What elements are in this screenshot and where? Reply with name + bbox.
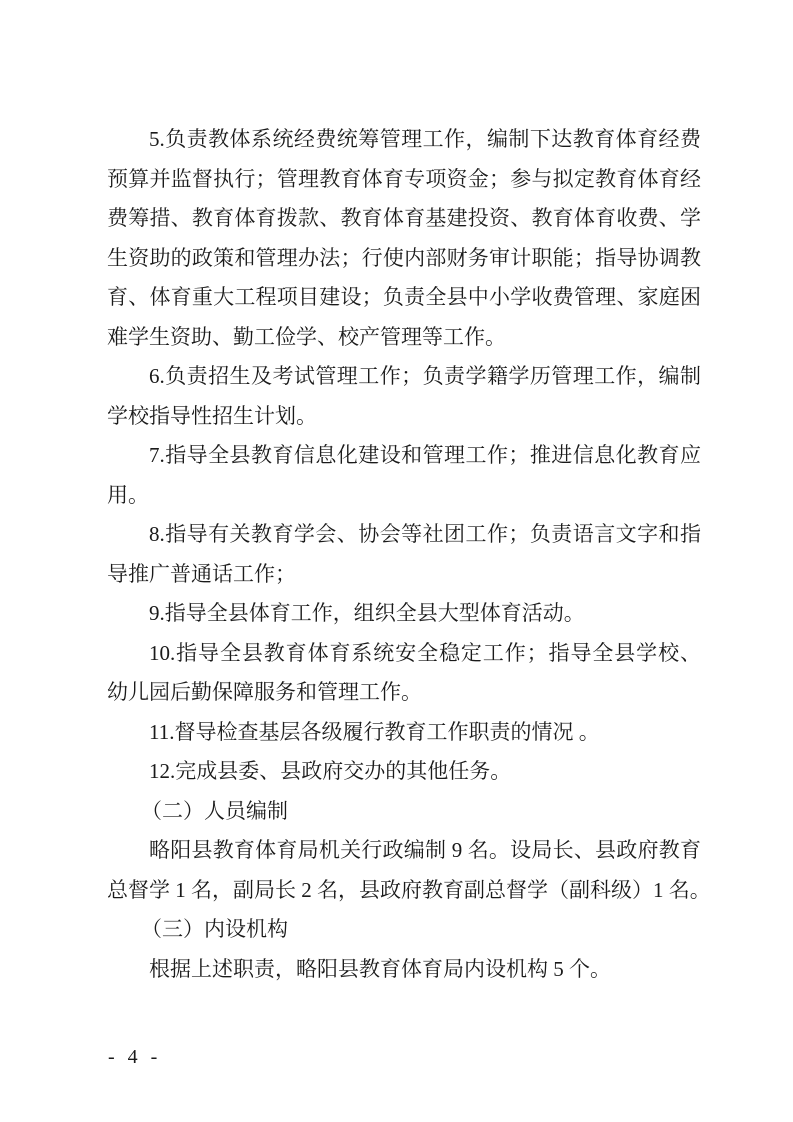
paragraph (107, 752, 701, 792)
paragraph (107, 357, 701, 436)
text-line: 育、体育重大工程项目建设；负责全县中小学收费管理、家庭困 (107, 285, 701, 309)
paragraph (107, 634, 701, 713)
section-heading (107, 792, 701, 832)
paragraph (107, 713, 701, 753)
text-line: 导推广普通话工作； (107, 561, 296, 586)
text-line: 略阳县教育体育局机关行政编制 9 名。设局长、县政府教育 (149, 838, 701, 862)
page-number: - 4 - (108, 1046, 162, 1068)
text-line: 根据上述职责，略阳县教育体育局内设机构 5 个。 (149, 956, 611, 981)
text-line: 总督学 1 名，副局长 2 名，县政府教育副总督学（副科级）1 名。 (107, 877, 711, 902)
section-heading (107, 910, 701, 950)
text-line: 8.指导有关教育学会、协会等社团工作；负责语言文字和指 (149, 522, 701, 546)
text-line: 12.完成县委、县政府交办的其他任务。 (149, 759, 512, 783)
document-body (107, 120, 711, 989)
text-line: 10.指导全县教育体育系统安全稳定工作；指导全县学校、 (149, 640, 701, 665)
text-line: 费筹措、教育体育拨款、教育体育基建投资、教育体育收费、学 (107, 206, 701, 230)
text-line: （三）内设机构 (141, 917, 288, 941)
paragraph (107, 515, 701, 594)
text-line: 预算并监督执行；管理教育体育专项资金；参与拟定教育体育经 (107, 166, 701, 191)
text-line: 用。 (107, 482, 149, 507)
text-line: 幼儿园后勤保障服务和管理工作。 (107, 680, 422, 704)
text-line: 7.指导全县教育信息化建设和管理工作；推进信息化教育应 (149, 443, 701, 467)
paragraph (107, 120, 701, 357)
paragraph (107, 950, 701, 990)
text-line: 9.指导全县体育工作，组织全县大型体育活动。 (149, 601, 585, 625)
text-line: 6.负责招生及考试管理工作；负责学籍学历管理工作，编制 (149, 364, 701, 388)
text-line: 生资助的政策和管理办法；行使内部财务审计职能；指导协调教 (107, 245, 701, 270)
text-line: 5.负责教体系统经费统筹管理工作，编制下达教育体育经费 (149, 127, 701, 151)
paragraph (107, 594, 701, 634)
text-line: （二）人员编制 (141, 798, 288, 823)
text-line: 学校指导性招生计划。 (107, 403, 317, 428)
text-line: 难学生资助、勤工俭学、校产管理等工作。 (107, 324, 506, 349)
text-line: 11.督导检查基层各级履行教育工作职责的情况 。 (149, 719, 600, 744)
paragraph (107, 831, 711, 910)
paragraph (107, 436, 701, 515)
